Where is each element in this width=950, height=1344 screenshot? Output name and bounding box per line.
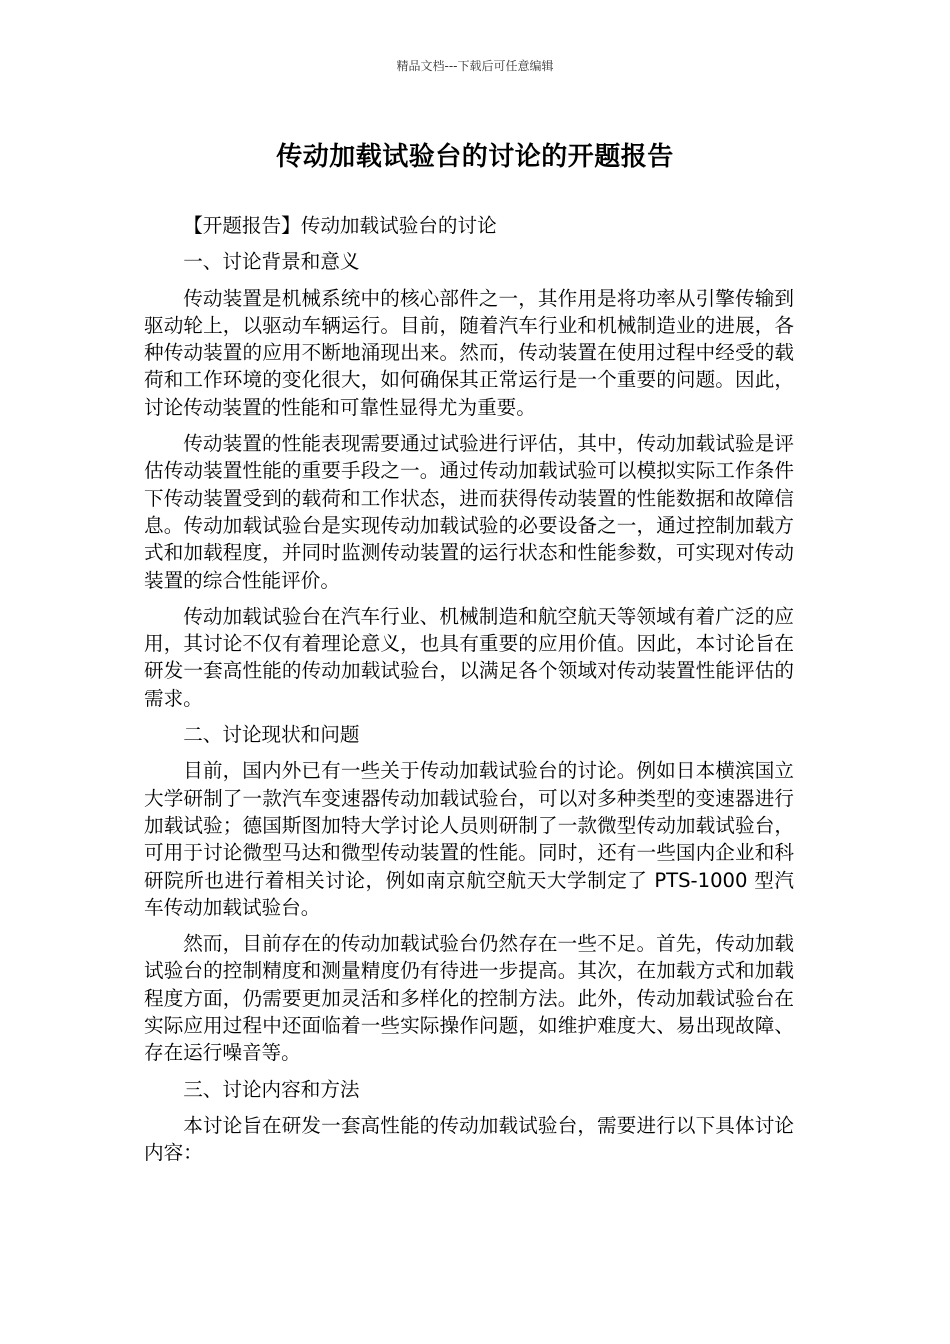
document-title: 传动加载试验台的讨论的开题报告 [276,142,674,172]
paragraph-background-2: 传动装置的性能表现需要通过试验进行评估，其中，传动加载试验是评估传动装置性能的重要手段之一。通过传动加载试验可以模拟实际工作条件下传动装置受到的载荷和工作状态，进而获得传动装置的性能数据和故障信息。传动加载试验台是实现传动加载试验的必要设备之一，通过控制加载方式和加载程度，并同时监测传动装置的运行状态和性能参数，可实现对传动装置的综合性能评价。 [144,432,794,592]
section-heading-2: 二、讨论现状和问题 [183,723,360,747]
paragraph-status-2: 然而，目前存在的传动加载试验台仍然存在一些不足。首先，传动加载试验台的控制精度和测量精度仍有待进一步提高。其次，在加载方式和加载程度方面，仍需要更加灵活和多样化的控制方法。此外，传动加载试验台在实际应用过程中还面临着一些实际操作问题，如维护难度大、易出现故障、存在运行噪音等。 [144,932,794,1065]
document-body [144,212,794,1176]
paragraph-background-3: 传动加载试验台在汽车行业、机械制造和航空航天等领域有着广泛的应用，其讨论不仅有着理论意义，也具有重要的应用价值。因此，本讨论旨在研发一套高性能的传动加载试验台，以满足各个领域对传动装置性能评估的需求。 [144,604,794,710]
page-header: 精品文档---下载后可任意编辑 [396,59,554,73]
paragraph-background-1: 传动装置是机械系统中的核心部件之一，其作用是将功率从引擎传输到驱动轮上，以驱动车辆运行。目前，随着汽车行业和机械制造业的进展，各种传动装置的应用不断地涌现出来。然而，传动装置在使用过程中经受的载荷和工作环境的变化很大，如何确保其正常运行是一个重要的问题。因此，讨论传动装置的性能和可靠性显得尤为重要。 [144,286,794,419]
opening-label: 【开题报告】传动加载试验台的讨论 [183,214,497,237]
paragraph-content-1: 本讨论旨在研发一套高性能的传动加载试验台，需要进行以下具体讨论内容： [144,1113,794,1165]
section-heading-3: 三、讨论内容和方法 [183,1077,360,1101]
paragraph-status-1: 目前，国内外已有一些关于传动加载试验台的讨论。例如日本横滨国立大学研制了一款汽车变速器传动加载试验台，可以对多种类型的变速器进行加载试验；德国斯图加特大学讨论人员则研制了一款微型传动加载试验台，可用于讨论微型马达和微型传动装置的性能。同时，还有一些国内企业和科研院所也进行着相关讨论，例如南京航空航天大学制定了 PTS-1000 型汽车传动加载试验台。 [144,759,794,919]
section-heading-1: 一、讨论背景和意义 [183,250,360,274]
